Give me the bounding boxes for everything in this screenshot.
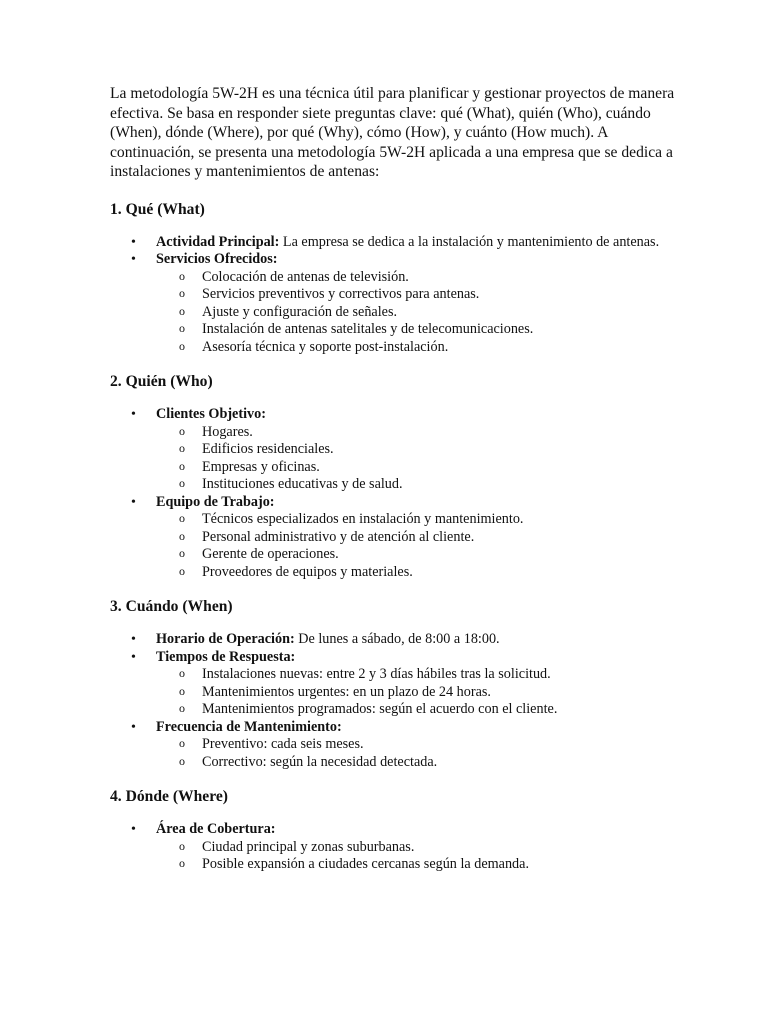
sub-list-item: o Mantenimientos programados: según el acuerdo con el cliente. [156,701,678,719]
item-label: Horario de Operación: [156,631,295,648]
item-label: Servicios Ofrecidos: [156,251,278,268]
list-item [110,494,678,582]
intro-paragraph: La metodología 5W-2H es una técnica útil para planificar y gestionar proyectos de manera efectiva. Se basa en responder siete preguntas clave: qué (What), quién (Who), cuándo (When), dónde (Where), por qué (Why), cómo (How), y cuánto (How much). A continuación, se presenta una metodología 5W-2H aplicada a una empresa que se dedica a instalaciones y mantenimientos de antenas: [110,85,675,181]
list-item [110,251,678,356]
item-text: La empresa se dedica a la instalación y mantenimiento de antenas. [279,233,660,250]
sub-list-item: o Personal administrativo y de atención al cliente. [156,529,678,547]
bullet-list [110,406,678,581]
item-label: Área de Cobertura: [156,821,276,838]
sub-list [156,269,678,357]
list-item [110,821,678,874]
sub-list-item: o Instalaciones nuevas: entre 2 y 3 días hábiles tras la solicitud. [156,666,678,684]
sub-list-item: o Servicios preventivos y correctivos para antenas. [156,286,678,304]
sub-list [156,839,678,874]
sub-list [156,424,678,494]
sub-list-item: o Preventivo: cada seis meses. [156,736,678,754]
sub-list-item: o Edificios residenciales. [156,441,678,459]
sub-list-item: o Colocación de antenas de televisión. [156,269,678,287]
sub-list [156,666,678,719]
section-heading: 1. Qué (What) [110,200,205,218]
sub-list [156,736,678,771]
list-item [110,631,678,649]
section-heading: 2. Quién (Who) [110,373,213,391]
item-label: Clientes Objetivo: [156,406,266,423]
list-item [110,719,678,772]
list-item [110,649,678,719]
sub-list-item: o Asesoría técnica y soporte post-instalación. [156,339,678,357]
sub-list-item: o Instituciones educativas y de salud. [156,476,678,494]
sub-list-item: o Correctivo: según la necesidad detectada. [156,754,678,772]
item-label: Frecuencia de Mantenimiento: [156,718,342,735]
list-item [110,234,678,252]
sub-list-item: o Ciudad principal y zonas suburbanas. [156,839,678,857]
section-who [110,372,678,581]
item-label: Tiempos de Respuesta: [156,648,296,665]
section-heading: 3. Cuándo (When) [110,598,233,616]
sub-list [156,511,678,581]
sub-list-item: o Mantenimientos urgentes: en un plazo de 24 horas. [156,684,678,702]
item-label: Actividad Principal: [156,233,280,250]
bullet-list [110,631,678,771]
bullet-list [110,234,678,357]
sub-list-item: o Instalación de antenas satelitales y de telecomunicaciones. [156,321,678,339]
section-where [110,787,678,874]
item-label: Equipo de Trabajo: [156,493,275,510]
sub-list-item: o Técnicos especializados en instalación y mantenimiento. [156,511,678,529]
section-heading: 4. Dónde (Where) [110,788,228,806]
sub-list-item: o Gerente de operaciones. [156,546,678,564]
sub-list-item: o Empresas y oficinas. [156,459,678,477]
section-what [110,200,678,357]
item-text: De lunes a sábado, de 8:00 a 18:00. [294,631,500,648]
section-when [110,597,678,771]
sub-list-item: o Proveedores de equipos y materiales. [156,564,678,582]
sub-list-item: o Ajuste y configuración de señales. [156,304,678,322]
list-item [110,406,678,494]
sub-list-item: o Posible expansión a ciudades cercanas según la demanda. [156,856,678,874]
bullet-list [110,821,678,874]
sub-list-item: o Hogares. [156,424,678,442]
